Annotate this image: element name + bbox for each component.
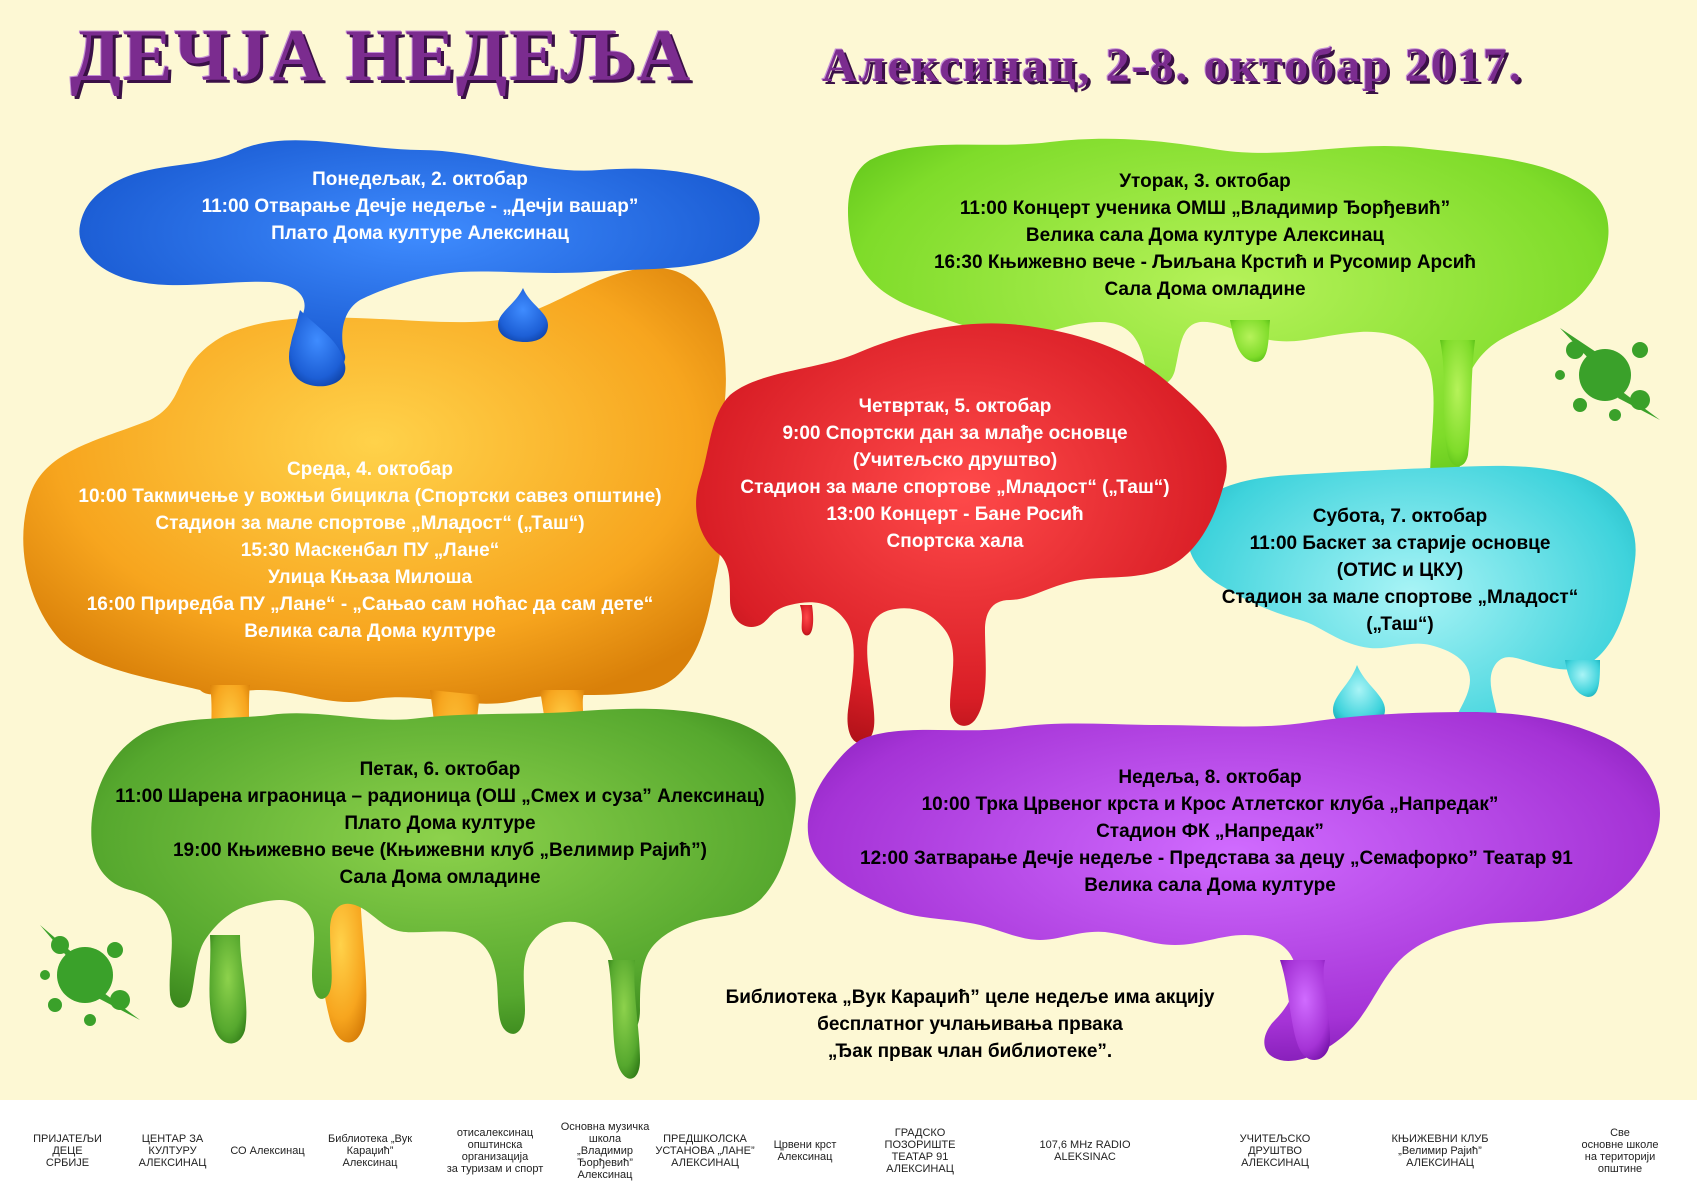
logo-text: за туризам и спорт [446,1163,544,1175]
logo-text: УЧИТЕЉСКО [1239,1133,1311,1145]
sunday-day: Недеља, 8. октобар [1118,767,1302,788]
logo-text: на територији [1584,1151,1656,1163]
crveni-krst-logo [760,1110,850,1192]
lane-logo [655,1110,755,1192]
logo-text: основне школе [1581,1139,1659,1151]
logo-text: АЛЕКСИНАЦ [671,1157,739,1169]
tuesday-schedule [860,168,1550,303]
radio-logo [980,1110,1190,1192]
logo-text: ТЕАТАР 91 [891,1151,949,1163]
logo-text: општинска организација [461,1139,529,1163]
biblioteka-logo [315,1110,425,1192]
tuesday-day: Уторак, 3. октобар [1119,171,1291,192]
logo-text: „Владимир Ђорђевић” [577,1145,633,1169]
dom-kulture-logo [125,1110,220,1192]
logo-text: АЛЕКСИНАЦ [1241,1157,1309,1169]
logo-text: ДРУШТВО [1248,1145,1302,1157]
logo-text: АЛЕКСИНАЦ [886,1163,954,1175]
sunday-line: 12:00 Затварање Дечје недеље - Представа за децу „Семафорко” Театар 91 [860,848,1573,869]
saturday-day: Субота, 7. октобар [1312,506,1488,527]
logo-text: 107,6 MHz RADIO [1039,1139,1131,1151]
wednesday-line: 10:00 Такмичење у вожњи бицикла (Спортски савез општине) [78,486,662,507]
saturday-line: („Таш“) [1366,614,1434,635]
logo-text: „Велимир Рајић” [1398,1145,1482,1157]
logo-text: ALEKSINAC [1054,1151,1116,1163]
logo-text: отисалексинац [456,1127,534,1139]
so-aleksinac-logo [225,1110,310,1192]
muzicka-skola-logo [560,1110,650,1192]
monday-day: Понедељак, 2. октобар [312,169,528,190]
monday-line: 11:00 Отварање Дечје недеље - „Дечји вашар” [201,196,639,217]
logo-text: ГРАДСКО ПОЗОРИШТЕ [884,1127,956,1151]
sunday-line: Стадион ФК „Напредак” [1096,821,1324,842]
wednesday-line: Велика сала Дома културе [244,621,496,642]
thursday-line: Спортска хала [886,531,1024,552]
otis-logo [440,1110,550,1192]
logo-text: општине [1597,1163,1643,1175]
saturday-line: (ОТИС и ЦКУ) [1336,560,1464,581]
logo-text: Алексинац [777,1151,833,1163]
knjizevni-klub-logo [1360,1110,1520,1192]
saturday-schedule [1180,503,1620,638]
prijatelji-dece-logo [20,1110,115,1192]
logo-text: СРБИЈЕ [45,1157,90,1169]
friday-line: Плато Дома културе [344,813,536,834]
library-note-line: Библиотека „Вук Караџић” целе недеље има акцију [725,987,1215,1008]
thursday-line: 13:00 Концерт - Бане Росић [826,504,1084,525]
thursday-line: (Учитељско друштво) [852,450,1058,471]
poster-title: ДЕЧЈА НЕДЕЉА [70,15,693,97]
friday-line: 11:00 Шарена играоница – радионица (ОШ „Смех и суза” Алексинац) [115,786,765,807]
skole-logo [1565,1110,1675,1192]
thursday-schedule [700,393,1210,555]
wednesday-day: Среда, 4. октобар [287,459,453,480]
logo-text: Основна музичка школа [560,1121,650,1145]
logo-text: ДЕЦЕ [52,1145,83,1157]
tuesday-line: Сала Дома омладине [1104,279,1306,300]
monday-line: Плато Дома културе Алексинац [271,223,569,244]
logo-text: ПРИЈАТЕЉИ [33,1133,102,1145]
friday-schedule [85,756,795,891]
wednesday-line: Улица Књаза Милоша [267,567,473,588]
pozoriste-logo [870,1110,970,1192]
logo-text: Све [1610,1127,1630,1139]
saturday-line: Стадион за мале спортове „Младост“ [1221,587,1579,608]
library-note [640,984,1300,1065]
friday-line: Сала Дома омладине [339,867,541,888]
green-splash-right [1555,328,1660,421]
library-note-line: „Ђак првак члан библиотеке”. [827,1041,1113,1062]
wednesday-line: 16:00 Приредба ПУ „Лане“ - „Сањао сам ноћас да сам дете“ [86,594,654,615]
wednesday-line: 15:30 Маскенбал ПУ „Лане“ [240,540,500,561]
monday-schedule [80,166,760,247]
sunday-schedule [860,764,1573,899]
green-splash-left [40,925,140,1026]
friday-day: Петак, 6. октобар [359,759,521,780]
tuesday-line: 16:30 Књижевно вече - Љиљана Крстић и Русомир Арсић [933,252,1477,273]
logo-text: АЛЕКСИНАЦ [138,1157,207,1169]
logo-text: СО Алексинац [230,1145,305,1157]
tuesday-line: Велика сала Дома културе Алексинац [1025,225,1385,246]
sunday-line: 10:00 Трка Црвеног крста и Крос Атлетског клуба „Напредак” [921,794,1499,815]
uciteljsko-logo [1205,1110,1345,1192]
thursday-day: Четвртак, 5. октобар [858,396,1052,417]
logo-text: ЦЕНТАР ЗА КУЛТУРУ [141,1133,204,1157]
friday-line: 19:00 Књижевно вече (Књижевни клуб „Велимир Рајић”) [172,840,707,861]
library-note-line: бесплатног учлањивања првака [817,1014,1123,1035]
logo-text: Библиотека „Вук Караџић” [327,1133,413,1157]
sunday-line: Велика сала Дома културе [1084,875,1336,896]
thursday-line: Стадион за мале спортове „Младост“ („Таш“) [740,477,1170,498]
saturday-line: 11:00 Баскет за старије основце [1249,533,1551,554]
wednesday-line: Стадион за мале спортове „Младост“ („Таш“) [155,513,585,534]
logo-text: ПРЕДШКОЛСКА УСТАНОВА „ЛАНЕ” [655,1133,755,1157]
logo-text: КЊИЖЕВНИ КЛУБ [1391,1133,1489,1145]
logo-text: АЛЕКСИНАЦ [1406,1157,1474,1169]
thursday-line: 9:00 Спортски дан за млађе основце [782,423,1128,444]
poster-subtitle: Алексинац, 2-8. октобар 2017. [822,39,1523,92]
logo-text: Црвени крст [773,1139,837,1151]
tuesday-line: 11:00 Концерт ученика ОМШ „Владимир Ђорђевић” [959,198,1451,219]
logo-text: Алексинац [342,1157,398,1169]
wednesday-schedule [20,456,720,645]
logo-text: Алексинац [577,1169,633,1181]
